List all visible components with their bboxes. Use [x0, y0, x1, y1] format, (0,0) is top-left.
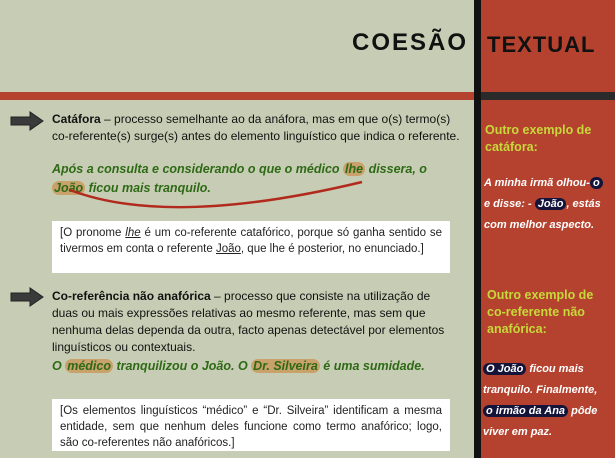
catafora-term: Catáfora	[52, 112, 101, 126]
coreferencia-definition: Co-referência não anafórica – processo que consiste na utilização de duas ou mais expressões relativas ao mesmo referente, mas sem que nenhuma delas dependa da outra, facto apenas detectável por elementos linguísticos ou contextuais.	[52, 289, 445, 354]
arrow-right-icon	[10, 287, 44, 307]
coreferencia-example: O médico tranquilizou o João. O Dr. Silveira é uma sumidade.	[52, 359, 425, 373]
highlight-lhe: lhe	[345, 162, 364, 176]
highlight-joao: João	[54, 181, 84, 195]
right-heading-coreferencia: Outro exemplo de co-referente não anafórica:	[487, 288, 594, 336]
reference-arc	[60, 176, 380, 216]
right-heading-catafora: Outro exemplo de catáfora:	[485, 123, 592, 154]
right-example-catafora: A minha irmã olhou- o e disse: - João , estás com melhor aspecto.	[484, 177, 601, 231]
highlight-o: o	[590, 177, 603, 189]
slide-title-right: TEXTUAL	[487, 32, 596, 57]
arrow-right-icon	[10, 111, 44, 131]
title-rule-right	[481, 92, 615, 100]
right-example-coreferencia: O João ficou mais tranquilo. Finalmente, o irmão da Ana pôde viver em paz.	[483, 363, 598, 438]
title-rule-left	[0, 92, 474, 100]
highlight-dr-silveira: Dr. Silveira	[253, 359, 318, 373]
slide-title-left: COESÃO	[352, 29, 469, 56]
highlight-medico: médico	[67, 359, 111, 373]
vertical-divider	[474, 0, 481, 458]
catafora-note: [O pronome lhe é um co-referente catafórico, porque só ganha sentido se tivermos em conta o referente João, que lhe é posterior, no enunciado.]	[52, 221, 450, 273]
coreferencia-note: [Os elementos linguísticos “médico” e “Dr. Silveira” identificam a mesma entidade, sem que nenhum deles funcione como termo anafórico; logo, são co-referentes não anafóricos.]	[52, 399, 450, 451]
catafora-example: Após a consulta e considerando o que o médico lhe dissera, o João ficou mais tranquilo.	[52, 162, 427, 195]
highlight-o-joao: O João	[483, 363, 526, 375]
coreferencia-term: Co-referência não anafórica	[52, 289, 211, 303]
highlight-joao-right: João	[535, 198, 567, 210]
catafora-definition: Catáfora – processo semelhante ao da anáfora, mas em que o(s) termo(s) co-referente(s) surge(s) antes do elemento linguístico que indica o referente.	[52, 112, 460, 143]
highlight-irmao-ana: o irmão da Ana	[483, 405, 568, 417]
